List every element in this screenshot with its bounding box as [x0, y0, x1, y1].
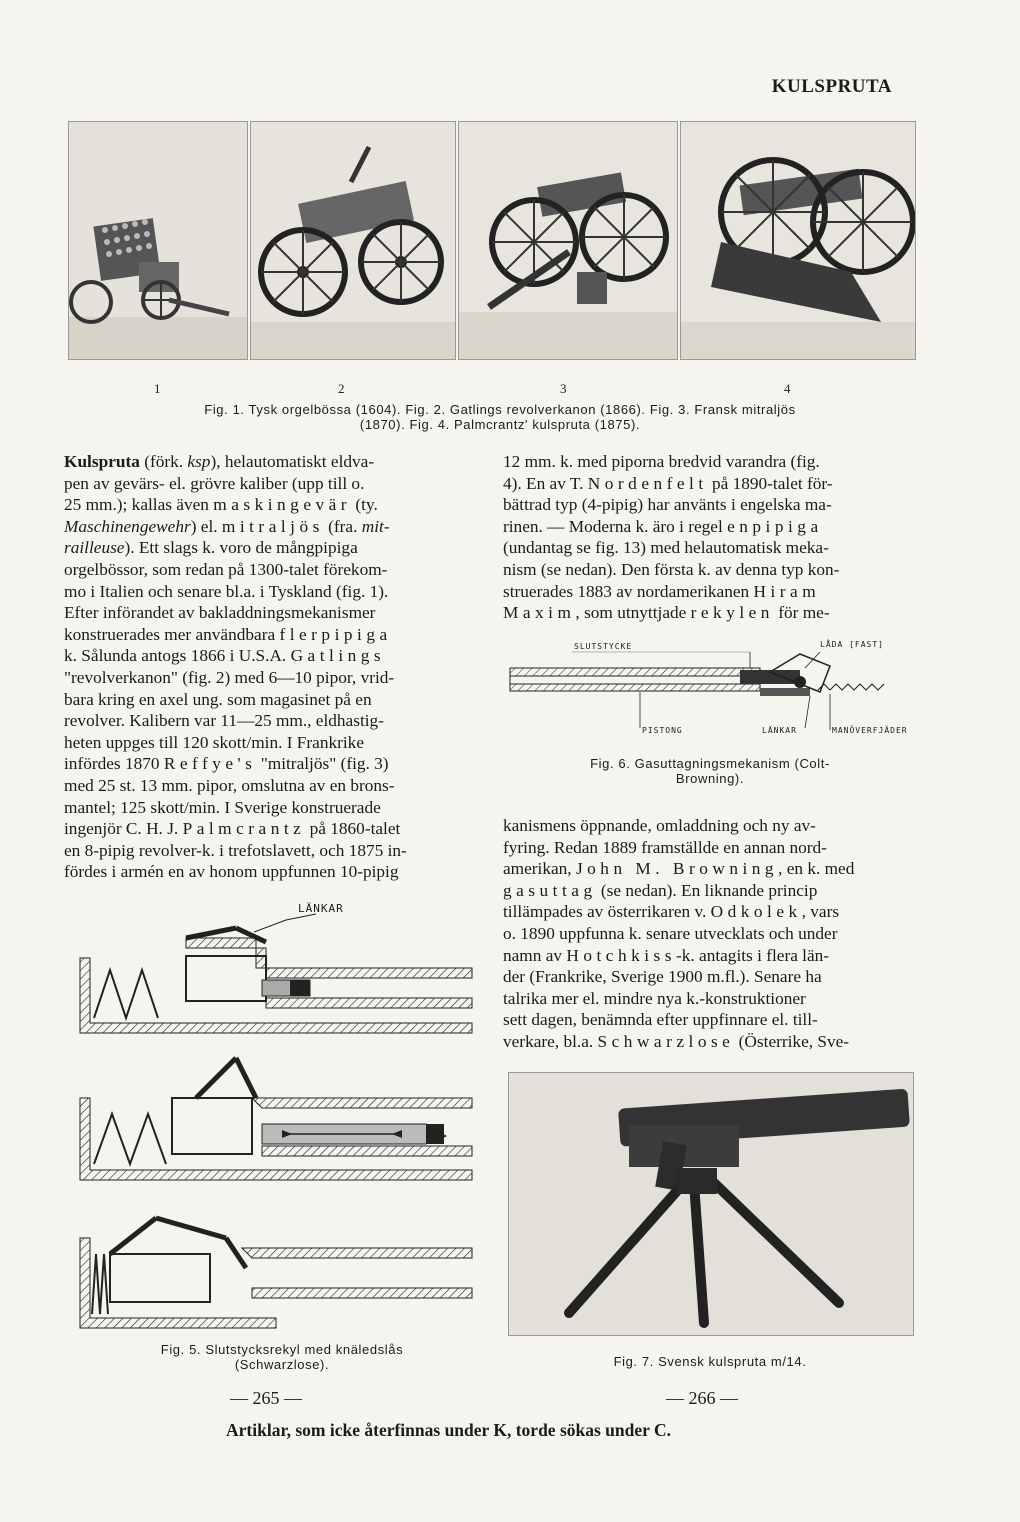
organ-gun-illustration [69, 122, 247, 359]
top-caption-line1: Fig. 1. Tysk orgelbössa (1604). Fig. 2. Gatlings revolverkanon (1866). Fig. 3. Fransk mitraljös [204, 402, 796, 417]
fig1-image [68, 121, 248, 360]
fig6-label-lankar: LÄNKAR [762, 726, 797, 735]
fig6-label-lada: LÅDA [FAST] [820, 640, 884, 649]
fig1-number: 1 [154, 381, 161, 396]
fig2-image [250, 121, 456, 360]
fig6-label-slutstycke: SLUTSTYCKE [574, 642, 633, 651]
gatling-gun-illustration [251, 122, 455, 359]
fig5-diagram [76, 898, 480, 1330]
fig6-caption-line1: Fig. 6. Gasuttagningsmekanism (Colt- [590, 756, 830, 771]
fig4-image [680, 121, 916, 360]
fig2-number: 2 [338, 381, 345, 396]
fig7-photo [508, 1072, 914, 1336]
left-column-text: Kulspruta (förk. ksp), helautomatiskt eldva- pen av gevärs- el. grövre kaliber (upp till o. 25 mm.); kallas även maskingevär (ty. Maschinengewehr) el. mitraljös (fra. mit- railleuse). Ett slags k. voro de mångpipiga orgelbössor, som redan på 1300-talet förekom- mo i Italien och senare bl.a. i Tyskland (fig. 1). Efter införandet av bakladdningsmekanismer konstruerades mer användbara flerpipiga k. Sålunda antogs 1866 i U.S.A. Gatlings "revolverkanon" (fig. 2) med 6—10 pipor, vrid- bara kring en axel ung. som magasinet på en revolver. Kalibern var 11—25 mm., eldhastig- heten uppges till 120 skott/min. I Frankrike infördes 1870 Reffye's "mitraljös" (fig. 3) med 25 st. 13 mm. pipor, omslutna av en brons- mantel; 125 skott/min. I Sverige konstruerade ingenjör C. H. J. Palmcrantz på 1860-talet en 8-pipig revolver-k. i trefotslavett, och 1875 in- fördes i armén en av honom uppfunnen 10-pipig [64, 452, 407, 882]
headword: Kulspruta [64, 452, 140, 471]
fig5-label-lankar: LÄNKAR [298, 902, 344, 915]
page-header-title: KULSPRUTA [771, 76, 892, 97]
right-column-top-text: 12 mm. k. med piporna bredvid varandra (fig. 4). En av T. Nordenfelt på 1890-talet för- bättrad typ (4-pipig) har använts i engelska ma- rinen. — Moderna k. äro i regel enpipiga (undantag se fig. 13) med helautomatisk meka- nism (se nedan). Den första k. av denna typ kon- struerades 1883 av nordamerikanen Hiram Maxim, som utnyttjade rekylen för me- [503, 452, 840, 623]
fig5-caption-line2: (Schwarzlose). [234, 1357, 330, 1372]
swedish-machine-gun-photo [509, 1073, 913, 1335]
top-caption-line2: (1870). Fig. 4. Palmcrantz' kulspruta (1875). [359, 417, 641, 432]
footer-note: Artiklar, som icke återfinnas under K, torde sökas under C. [226, 1420, 671, 1440]
fig5-caption-line1: Fig. 5. Slutstycksrekyl med knäledslås [160, 1342, 404, 1357]
mitrailleuse-illustration [459, 122, 677, 359]
page-number-right: — 266 — [666, 1388, 738, 1408]
fig3-image [458, 121, 678, 360]
fig6-caption [520, 756, 900, 786]
page-number-left: — 265 — [230, 1388, 302, 1408]
palmcrantz-gun-illustration [681, 122, 915, 359]
fig6-caption-line2: Browning). [675, 771, 745, 786]
toggle-lock-diagram [76, 898, 480, 1330]
fig7-caption: Fig. 7. Svensk kulspruta m/14. [613, 1354, 807, 1369]
top-figures-caption [60, 402, 940, 432]
fig6-label-piston: PISTONG [642, 726, 683, 735]
fig4-number: 4 [784, 381, 791, 396]
fig3-number: 3 [560, 381, 567, 396]
fig5-caption [112, 1342, 452, 1372]
right-column-bottom-text: kanismens öppnande, omladdning och ny av- fyring. Redan 1889 framställde en annan nord- amerikan, John M. Browning, en k. med gasuttag (se nedan). En liknande princip tillämpades av österrikaren v. Odkolek, vars o. 1890 uppfunna k. senare utvecklats och under namn av Hotchkiss-k. antagits i flera län- der (Frankrike, Sverige 1900 m.fl.). Senare ha talrika mer el. mindre nya k.-konstruktioner sett dagen, benämnda efter uppfinnare el. till- verkare, bl.a. Schwarzlose (Österrike, Sve- [503, 816, 855, 1051]
fig6-diagram [500, 632, 920, 757]
gas-mechanism-diagram [500, 632, 920, 757]
fig6-label-fjader: MANÖVERFJÄDER [832, 726, 908, 735]
